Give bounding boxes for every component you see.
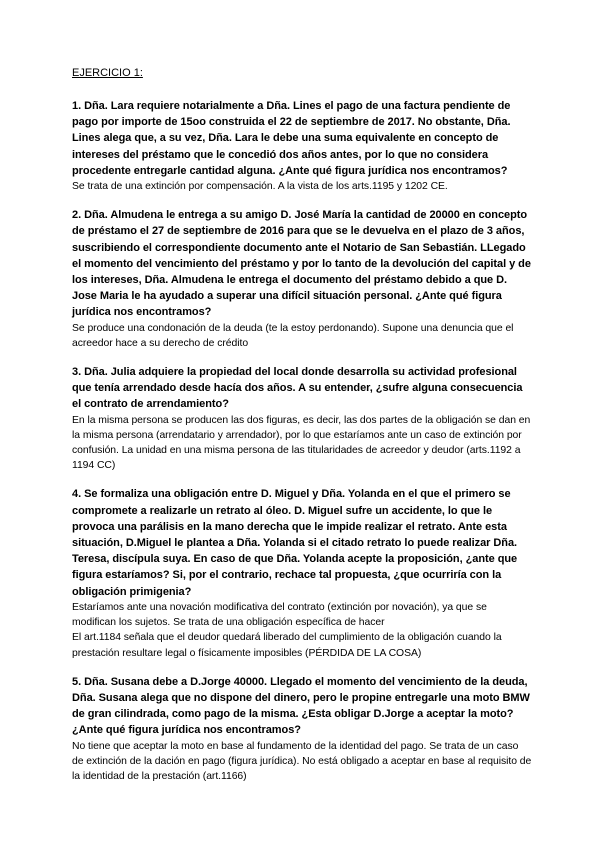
answer-2: Se produce una condonación de la deuda (te la estoy perdonando). Supone una denuncia que el acreedor hace a su derecho de crédito <box>72 322 514 349</box>
question-5: 5. Dña. Susana debe a D.Jorge 40000. Llegado el momento del vencimiento de la deuda, Dña. Susana alega que no dispone del dinero, pero le propine entregarle una moto BMW de gran cilindrada, como pago de la misma. ¿Esta obligar D.Jorge a aceptar la moto?¿Ante qué figura jurídica nos encontramos? <box>72 675 530 737</box>
question-4: 4. Se formaliza una obligación entre D. Miguel y Dña. Yolanda en el que el primero se compromete a realizarle un retrato al óleo. D. Miguel sufre un accidente, lo que le provoca una parálisis en la mano derecha que le impide realizar el retrato. Ante esta situación, D.Miguel le plantea a Dña. Yolanda si el citado retrato lo puede realizar Dña. Teresa, discípula suya. En caso de que Dña. Yolanda acepte la proposición, ¿ante que figura estaríamos? Si, por el contrario, rechace tal propuesta, ¿que ocurriría con la obligación primigenia? <box>72 488 518 598</box>
exercise-1 <box>72 98 532 194</box>
answer-4b: El art.1184 señala que el deudor quedará liberado del cumplimiento de la obligación cuando la prestación resultare legal o físicamente imposibles (PÉRDIDA DE LA COSA) <box>72 632 502 659</box>
answer-3: En la misma persona se producen las dos figuras, es decir, las dos partes de la obligación se dan en la misma persona (arrendatario y arrendador), por lo que estaríamos ante un caso de extinción por confusión. La unidad en una misma persona de las titularidades de acreedor y deudor (arts.1192 a 1194 CC) <box>72 414 531 472</box>
question-3: 3. Dña. Julia adquiere la propiedad del local donde desarrolla su actividad profesional que tenía arrendado desde hacía dos años. A su entender, ¿sufre alguna consecuencia el contrato de arrendamiento? <box>72 366 523 411</box>
answer-5: No tiene que aceptar la moto en base al fundamento de la identidad del pago. Se trata de un caso de extinción de la dación en pago (figura jurídica). No está obligado a aceptar en base al requisito de la identidad de la prestación (art.1166) <box>72 740 532 782</box>
question-1: 1. Dña. Lara requiere notarialmente a Dña. Lines el pago de una factura pendiente de pago por importe de 15oo construida el 22 de septiembre de 2017. No obstante, Dña. Lines alega que, a su vez, Dña. Lara le debe una suma equivalente en concepto de intereses del préstamo que le concedió dos años antes, por lo que no considera procedente entregarle cantidad alguna. ¿Ante qué figura jurídica nos encontramos? <box>72 100 511 177</box>
answer-1: Se trata de una extinción por compensación. A la vista de los arts.1195 y 1202 CE. <box>72 181 448 193</box>
question-2: 2. Dña. Almudena le entrega a su amigo D. José María la cantidad de 20000 en concepto de préstamo el 27 de septiembre de 2016 para que se le devuelva en el plazo de 3 años, suscribiendo el correspondiente documento ante el Notario de San Sebastián. LLegado el momento del vencimiento del préstamo y por lo tanto de la devolución del capital y de los intereses, Dña. Almudena le entrega el documento del préstamo debido a que D. Jose Maria le ha ayudado a superar una difícil situación personal. ¿Ante qué figura jurídica nos encontramos? <box>72 209 531 319</box>
exercise-3 <box>72 364 532 473</box>
document-body <box>72 66 532 797</box>
exercise-5 <box>72 674 532 784</box>
answer-4a: Estaríamos ante una novación modificativa del contrato (extinción por novación), ya que se modifican los sujetos. Se trata de una obligación específica de hacer <box>72 601 487 629</box>
exercise-2 <box>72 207 532 351</box>
exercise-4 <box>72 486 532 660</box>
exercise-heading: EJERCICIO 1: <box>72 67 143 79</box>
